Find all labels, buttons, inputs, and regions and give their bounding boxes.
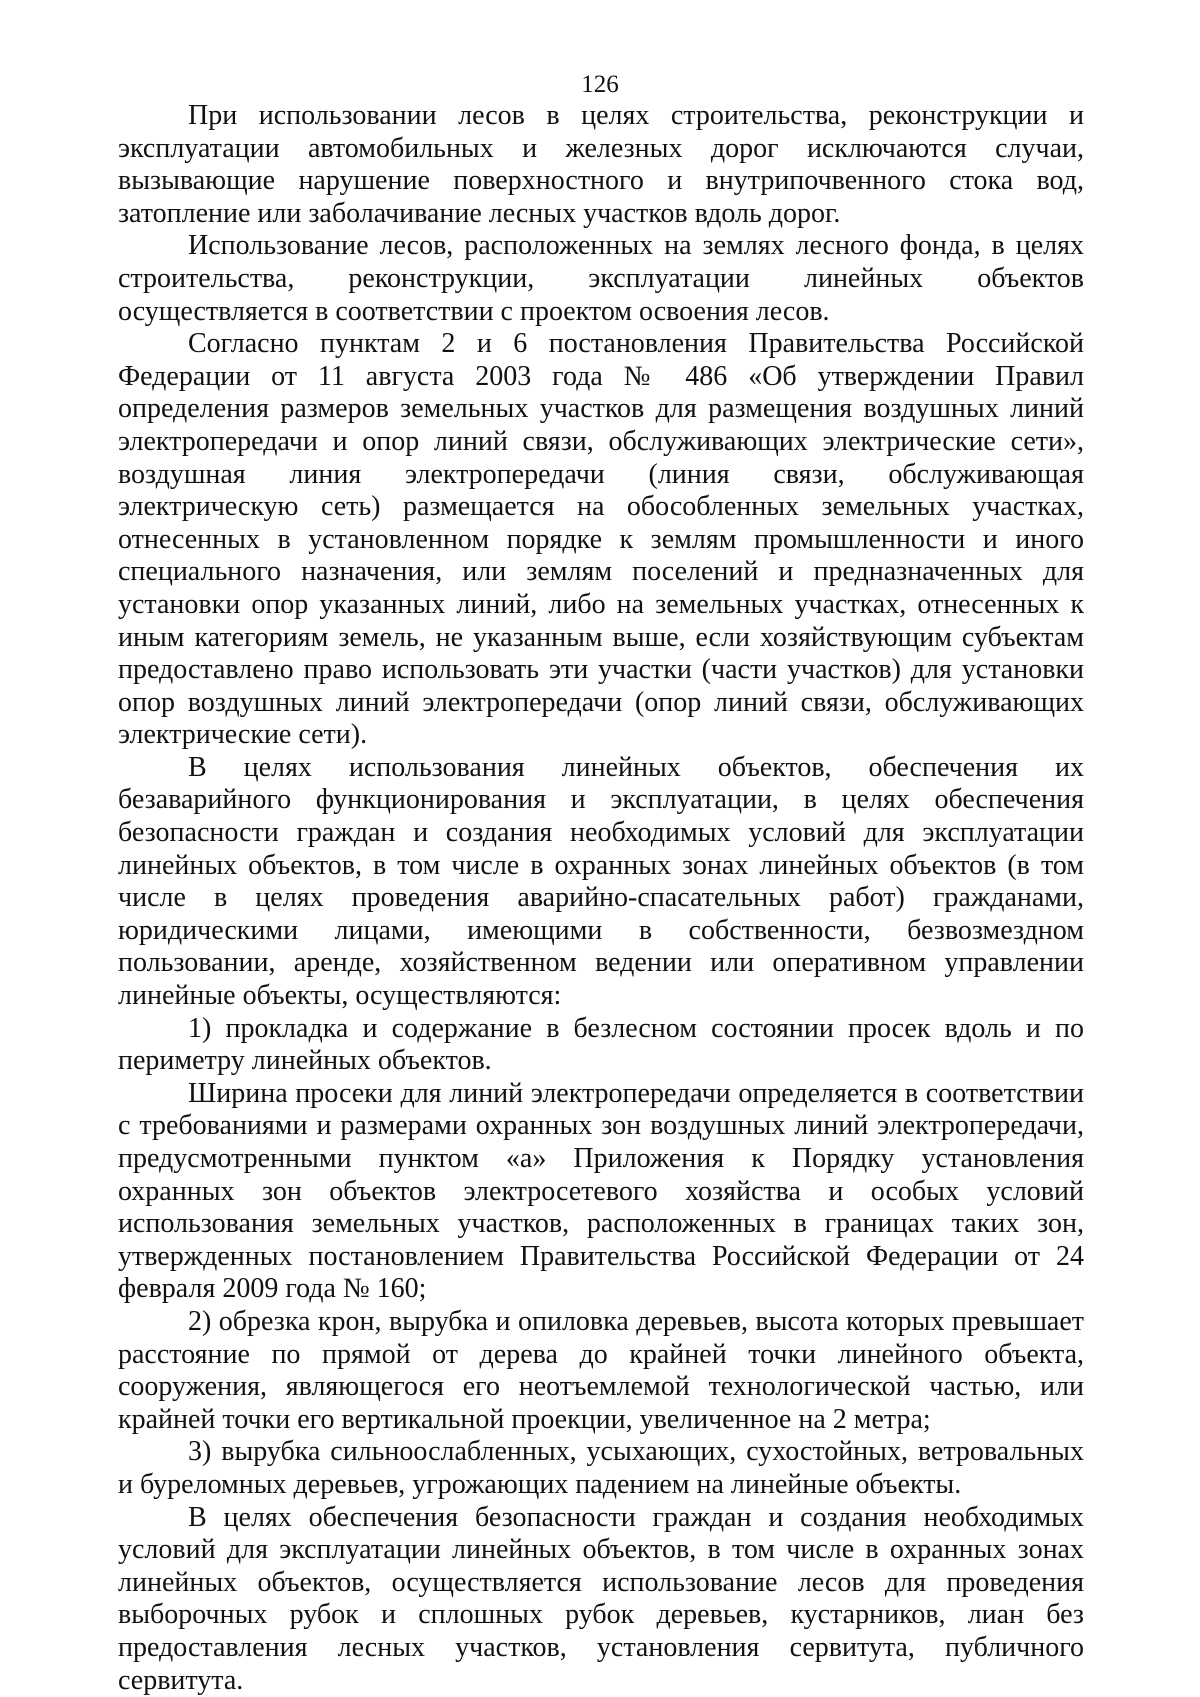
paragraph-forest-roads: При использовании лесов в целях строительства, реконструкции и эксплуатации автомобильных и железных дорог исключаются случаи, вызывающие нарушение поверхностного и внутрипочвенного стока вод, затопление или заболачивание лесных участков вдоль дорог. bbox=[118, 100, 1084, 229]
paragraph-forest-fund-linear-objects: Использование лесов, расположенных на землях лесного фонда, в целях строительства, реконструкции, эксплуатации линейных объектов осуществляется в соответствии с проектом освоения лесов. bbox=[118, 230, 1084, 327]
list-item-2-crown-trimming: 2) обрезка крон, вырубка и опиловка деревьев, высота которых превышает расстояние по прямой от дерева до крайней точки линейного объекта, сооружения, являющегося его неотъемлемой технологической частью, или крайней точки его вертикальной проекции, увеличенное на 2 метра; bbox=[118, 1305, 1084, 1435]
paragraph-clearing-width: Ширина просеки для линий электропередачи определяется в соответствии с требованиями и размерами охранных зон воздушных линий электропередачи, предусмотренными пунктом «а» Приложения к Порядку установления охранных зон объектов электросетевого хозяйства и особых условий использования земельных участков, расположенных в границах таких зон, утвержденных постановлением Правительства Российской Федерации от 24 февраля 2009 года № 160; bbox=[118, 1077, 1084, 1305]
list-item-3-felling: 3) вырубка сильноослабленных, усыхающих, сухостойных, ветровальных и буреломных деревьев, угрожающих падением на линейные объекты. bbox=[118, 1436, 1084, 1500]
paragraph-linear-objects-purposes: В целях использования линейных объектов, обеспечения их безаварийного функционирования и эксплуатации, в целях обеспечения безопасности граждан и создания необходимых условий для эксплуатации линейных объектов, в том числе в охранных зонах линейных объектов (в том числе в целях проведения аварийно-спасательных работ) гражданами, юридическими лицами, имеющими в собственности, безвозмездном пользовании, аренде, хозяйственном ведении или оперативном управлении линейные объекты, осуществляются: bbox=[118, 751, 1084, 1012]
paragraph-safety-felling: В целях обеспечения безопасности граждан и создания необходимых условий для эксплуатации линейных объектов, в том числе в охранных зонах линейных объектов, осуществляется использование лесов для проведения выборочных рубок и сплошных рубок деревьев, кустарников, лиан без предоставления лесных участков, установления сервитута, публичного сервитута. bbox=[118, 1501, 1084, 1696]
list-item-1-clearings: 1) прокладка и содержание в безлесном состоянии просек вдоль и по периметру линейных объектов. bbox=[118, 1012, 1084, 1077]
paragraph-resolution-486: Согласно пунктам 2 и 6 постановления Правительства Российской Федерации от 11 августа 2003 года № 486 «Об утверждении Правил определения размеров земельных участков для размещения воздушных линий электропередачи и опор линий связи, обслуживающих электрические сети», воздушная линия электропередачи (линия связи, обслуживающая электрическую сеть) размещается на обособленных земельных участках, отнесенных в установленном порядке к землям промышленности и иного специального назначения, или землям поселений и предназначенных для установки опор указанных линий, либо на земельных участках, отнесенных к иным категориям земель, не указанным выше, если хозяйствующим субъектам предоставлено право использовать эти участки (части участков) для установки опор воздушных линий электропередачи (опор линий связи, обслуживающих электрические сети). bbox=[118, 328, 1084, 751]
document-body bbox=[118, 100, 1084, 1697]
page-number: 126 bbox=[581, 71, 619, 98]
